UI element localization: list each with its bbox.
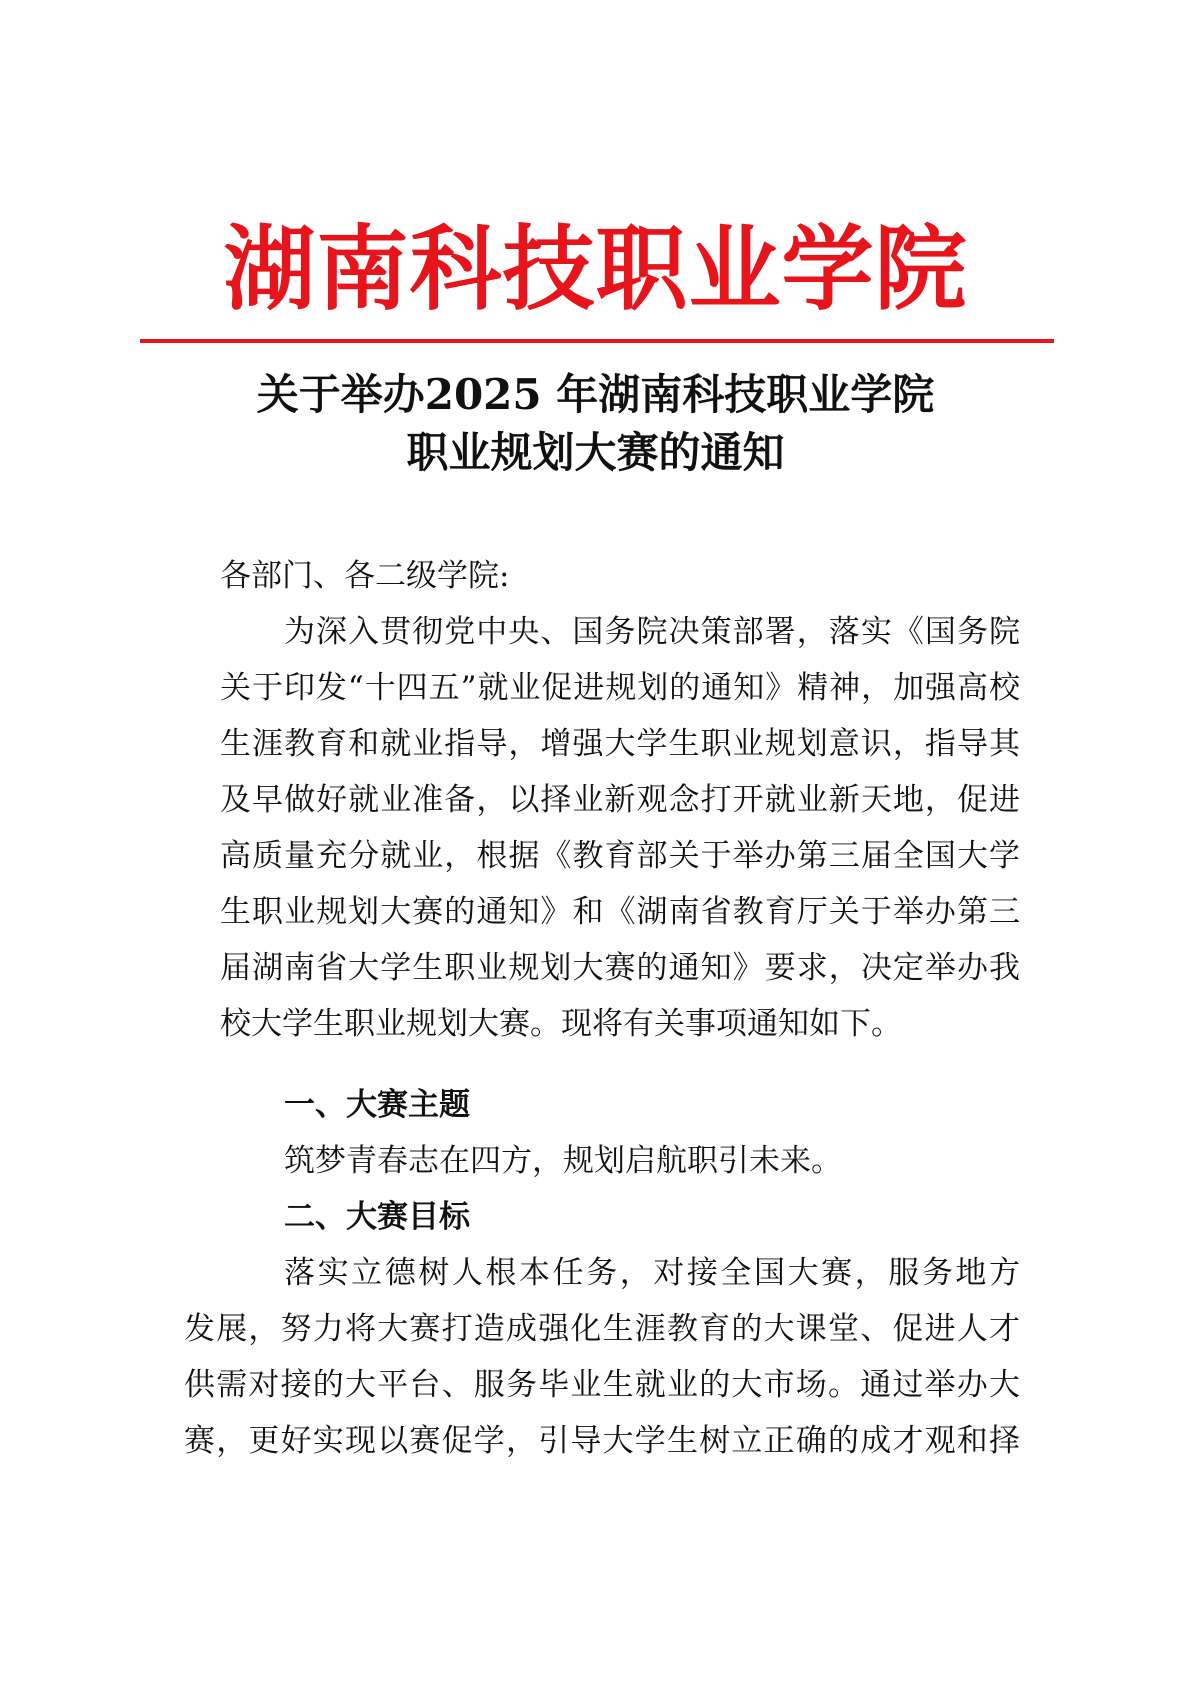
goal-line: 落实立德树人根本任务，对接全国大赛，服务地方: [284, 1255, 1020, 1291]
intro-line: 届湖南省大学生职业规划大赛的通知》要求，决定举办我: [220, 950, 1020, 986]
goal-line: 赛，更好实现以赛促学，引导大学生树立正确的成才观和择: [184, 1423, 1020, 1459]
salutation: 各部门、各二级学院:: [220, 558, 510, 594]
intro-line: 高质量充分就业，根据《教育部关于举办第三届全国大学: [220, 838, 1020, 874]
section-heading-theme: 一、大赛主题: [284, 1087, 470, 1123]
intro-line: 生职业规划大赛的通知》和《湖南省教育厅关于举办第三: [220, 894, 1020, 930]
intro-paragraph: [220, 604, 1020, 1052]
section-heading-goal: 二、大赛目标: [284, 1199, 470, 1235]
goal-line: 供需对接的大平台、服务毕业生就业的大市场。通过举办大: [184, 1367, 1020, 1403]
intro-line: 生涯教育和就业指导，增强大学生职业规划意识，指导其: [220, 726, 1020, 762]
intro-line: 及早做好就业准备，以择业新观念打开就业新天地，促进: [220, 782, 1020, 818]
intro-line: 关于印发“十四五”就业促进规划的通知》精神，加强高校: [220, 670, 1020, 706]
masthead-org-name: 湖南科技职业学院: [223, 216, 968, 323]
document-title: [0, 366, 1191, 482]
intro-line: 为深入贯彻党中央、国务院决策部署，落实《国务院: [284, 614, 1020, 650]
goal-paragraph: [184, 1245, 1020, 1469]
title-line-1: 关于举办2025 年湖南科技职业学院: [256, 370, 935, 419]
masthead-red-rule: [140, 339, 1054, 343]
intro-line: 校大学生职业规划大赛。现将有关事项通知如下。: [220, 1006, 902, 1042]
title-line-2: 职业规划大赛的通知: [406, 428, 785, 477]
section-text-theme: 筑梦青春志在四方，规划启航职引未来。: [284, 1143, 842, 1179]
goal-line: 发展，努力将大赛打造成强化生涯教育的大课堂、促进人才: [184, 1311, 1020, 1347]
